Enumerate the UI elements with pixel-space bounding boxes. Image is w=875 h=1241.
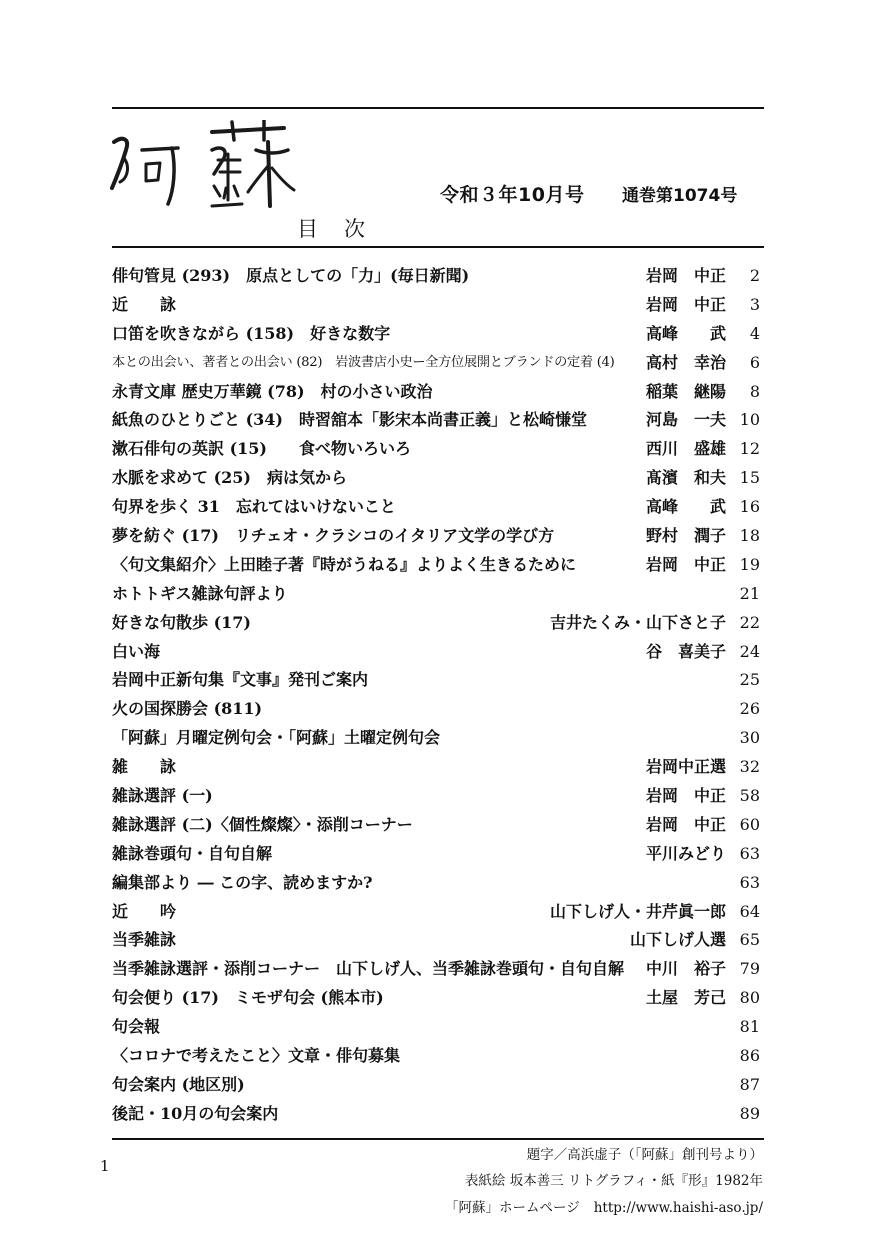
toc-entry-title: 当季雑詠: [112, 930, 177, 950]
toc-entry: [112, 464, 760, 493]
homepage-line: [445, 1196, 763, 1216]
toc-entry-title: 白い海: [112, 641, 161, 661]
title-calligraphy-credit: 題字／高浜虚子（「阿蘇」創刊号より）: [526, 1147, 763, 1163]
toc-entry-title: 岩岡中正新句集『文事』発刊ご案内: [112, 670, 369, 690]
toc-entry: [112, 1013, 760, 1042]
toc-entry: [112, 753, 760, 782]
toc-entry-title: 句会便り (17) ミモザ句会 (熊本市): [112, 988, 384, 1008]
toc-entry-page: 16: [739, 497, 760, 517]
toc-entry-author: 高村 幸治: [645, 352, 726, 372]
toc-entry-title: 句界を歩く 31 忘れてはいけないこと: [112, 497, 396, 517]
volume-number: 通巻第1074号: [622, 186, 738, 206]
toc-entry-title: 漱石俳句の英訳 (15) 食べ物いろいろ: [112, 439, 411, 459]
toc-entry-title: 句会案内 (地区別): [112, 1074, 245, 1094]
toc-entry: [112, 522, 760, 551]
toc-entry-title: 紙魚のひとりごと (34) 時習舘本「影宋本尚書正義」と松崎慊堂: [112, 410, 587, 430]
aso-calligraphy-logo: [108, 120, 298, 212]
toc-entry-page: 65: [739, 930, 760, 950]
toc-entry-page: 63: [739, 872, 760, 892]
toc-entry: [112, 955, 760, 984]
toc-entry-author: 岩岡 中正: [645, 294, 726, 314]
toc-entry-author: 中川 裕子: [645, 959, 726, 979]
toc-entry: [112, 1042, 760, 1071]
homepage-label: 「阿蘇」ホームページ: [444, 1200, 580, 1216]
toc-entry-title: 火の国探勝会 (811): [112, 699, 263, 719]
toc-entry-page: 26: [739, 699, 760, 719]
toc-entry-page: 19: [739, 554, 760, 574]
toc-entry-page: 18: [739, 526, 760, 546]
toc-entry-title: 編集部より ― この字、読めますか?: [112, 872, 373, 892]
toc-entry-title: 〈コロナで考えたこと〉文章・俳句募集: [112, 1046, 401, 1066]
top-rule: [112, 107, 764, 109]
toc-entry-title: 当季雑詠選評・添削コーナー 山下しげ人、当季雑詠巻頭句・自句自解: [112, 959, 625, 979]
toc-entry-author: 吉井たくみ・山下さと子: [549, 612, 726, 632]
toc-entry: [112, 378, 760, 407]
toc-entry-author: 岩岡 中正: [645, 786, 726, 806]
toc-entry: [112, 666, 760, 695]
toc-entry-author: 谷 喜美子: [645, 641, 726, 661]
toc-entry-page: 32: [739, 757, 760, 777]
toc-entry-title: 口笛を吹きながら (158) 好きな数字: [112, 323, 391, 343]
toc-entry-page: 89: [739, 1103, 760, 1123]
toc-entry: [112, 609, 760, 638]
toc-entry-author: 平川みどり: [645, 843, 726, 863]
toc-entry-page: 3: [749, 294, 760, 314]
toc-entry-title: 雑詠選評 (二)〈個性燦燦〉・添削コーナー: [112, 814, 413, 834]
toc-entry: [112, 262, 760, 291]
toc-entry: [112, 695, 760, 724]
toc-entry-title: 〈句文集紹介〉上田睦子著『時がうねる』よりよく生きるために: [112, 554, 577, 574]
toc-entry-author: 山下しげ人・井芹眞一郎: [549, 901, 726, 921]
toc-entry: [112, 291, 760, 320]
toc-entry-author: 岩岡 中正: [645, 814, 726, 834]
toc-entry-author: 野村 潤子: [645, 526, 726, 546]
toc-entry: [112, 551, 760, 580]
toc-entry: [112, 320, 760, 349]
toc-entry-page: 6: [749, 352, 760, 372]
toc-entry-author: 岩岡 中正: [645, 266, 726, 285]
toc-entry-title: 雑 詠: [112, 757, 177, 777]
toc-entry: [112, 984, 760, 1013]
toc-entry-author: 高峰 武: [645, 497, 726, 517]
toc-entry-page: 25: [739, 670, 760, 690]
toc-entry-page: 8: [749, 381, 760, 401]
page-number: 1: [100, 1157, 110, 1175]
toc-entry: [112, 1100, 760, 1129]
logo-text: 阿蘇: [108, 120, 110, 121]
toc-entry-author: 稲葉 継陽: [645, 381, 726, 401]
toc-entry: [112, 898, 760, 927]
toc-entry-author: 土屋 芳己: [645, 988, 726, 1008]
toc-entry-title: ホトトギス雑詠句評より: [112, 583, 288, 603]
toc-entry-page: 81: [739, 1017, 760, 1037]
toc-entry: [112, 782, 760, 811]
toc-entry: [112, 638, 760, 667]
toc-entry-page: 22: [739, 612, 760, 632]
toc-entry-title: 雑詠巻頭句・自句自解: [112, 843, 273, 863]
toc-entry: [112, 724, 760, 753]
toc-entry-title: 好きな句散歩 (17): [112, 612, 251, 632]
header-rule: [112, 246, 764, 248]
toc-entry-page: 4: [749, 323, 760, 343]
toc-entry-page: 21: [739, 583, 760, 603]
table-of-contents: [112, 262, 760, 1129]
toc-entry-page: 58: [739, 786, 760, 806]
toc-entry-author: 髙濱 和夫: [645, 468, 726, 488]
toc-entry: [112, 493, 760, 522]
toc-entry-title: 水脈を求めて (25) 病は気から: [112, 468, 347, 488]
toc-entry-page: 60: [739, 814, 760, 834]
toc-entry: [112, 811, 760, 840]
toc-entry-author: 岩岡中正選: [645, 757, 726, 777]
toc-entry-page: 2: [749, 266, 760, 285]
toc-entry-page: 86: [739, 1046, 760, 1066]
toc-entry-title: 近 吟: [112, 901, 177, 921]
toc-entry: [112, 349, 760, 378]
cover-art-credit: 表紙絵 坂本善三 リトグラフィ・紙『形』1982年: [464, 1173, 763, 1189]
toc-entry-title: 夢を紡ぐ (17) リチェオ・クラシコのイタリア文学の学び方: [112, 526, 555, 546]
toc-entry: [112, 406, 760, 435]
toc-entry-page: 87: [739, 1074, 760, 1094]
toc-entry-title: 永青文庫 歴史万華鏡 (78) 村の小さい政治: [112, 381, 433, 401]
toc-entry: [112, 580, 760, 609]
toc-entry-author: 山下しげ人選: [629, 930, 726, 950]
footer-rule: [112, 1138, 764, 1140]
toc-entry-page: 15: [739, 468, 760, 488]
toc-entry-page: 24: [739, 641, 760, 661]
toc-entry-author: 高峰 武: [645, 323, 726, 343]
toc-entry-page: 12: [739, 439, 760, 459]
toc-entry-title: 俳句管見 (293) 原点としての「力」(毎日新聞): [112, 266, 470, 285]
toc-entry-page: 64: [739, 901, 760, 921]
toc-entry: [112, 435, 760, 464]
toc-entry-author: 岩岡 中正: [645, 554, 726, 574]
toc-entry-title: 後記・10月の句会案内: [112, 1103, 279, 1123]
toc-entry-author: 西川 盛雄: [645, 439, 726, 459]
toc-entry-title: 近 詠: [112, 294, 177, 314]
toc-heading: 目次: [297, 217, 391, 241]
homepage-url-link[interactable]: http://www.haishi-aso.jp/: [593, 1200, 763, 1216]
toc-entry-title: 句会報: [112, 1017, 161, 1037]
toc-entry-author: 河島 一夫: [645, 410, 726, 430]
toc-entry-page: 30: [739, 728, 760, 748]
toc-entry-page: 63: [739, 843, 760, 863]
toc-entry-page: 10: [739, 410, 760, 430]
toc-entry-title: 本との出会い、著者との出会い (82) 岩波書店小史ー全方位展開とブランドの定着 (4): [112, 354, 615, 370]
toc-entry: [112, 840, 760, 869]
toc-entry-title: 雑詠選評 (一): [112, 786, 213, 806]
toc-entry: [112, 926, 760, 955]
toc-entry-page: 80: [739, 988, 760, 1008]
toc-entry: [112, 869, 760, 898]
toc-entry-page: 79: [739, 959, 760, 979]
toc-entry: [112, 1071, 760, 1100]
issue-date: 令和３年10月号: [440, 184, 585, 206]
toc-entry-title: 「阿蘇」月曜定例句会・「阿蘇」土曜定例句会: [112, 728, 441, 748]
